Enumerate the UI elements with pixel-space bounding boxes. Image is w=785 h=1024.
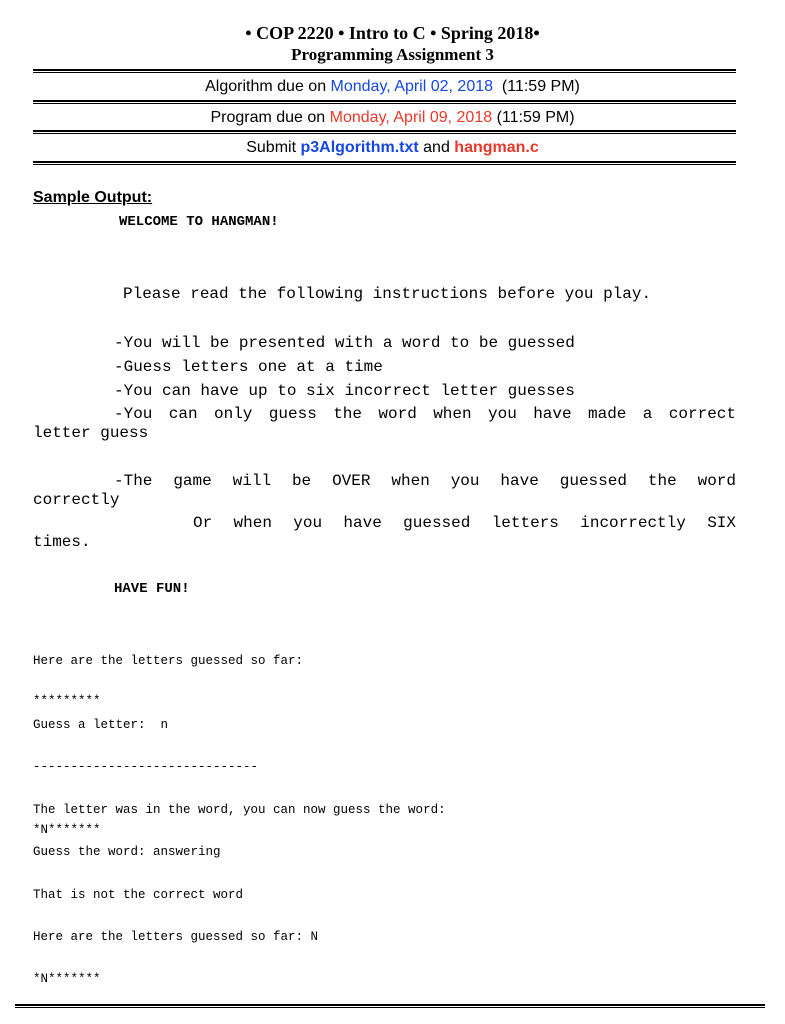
- console-line: *N*******: [33, 823, 101, 837]
- console-line: The letter was in the word, you can now guess the word:: [33, 803, 446, 817]
- submit-prefix: Submit: [246, 139, 301, 156]
- instruction-rule-5: [33, 472, 736, 491]
- program-due-date: Monday, April 09, 2018: [329, 109, 493, 126]
- algorithm-due-time: (11:59 PM): [493, 78, 580, 95]
- submit-file-program: hangman.c: [454, 139, 539, 156]
- console-line: Guess the word: answering: [33, 845, 221, 859]
- assignment-title: [0, 45, 785, 65]
- program-due-prefix: Program due on: [210, 109, 330, 126]
- submit-mid: and: [418, 139, 455, 156]
- instruction-rule-1: -You will be presented with a word to be guessed: [114, 334, 575, 352]
- console-line: *N*******: [33, 972, 101, 986]
- instruction-rule-4: [33, 405, 736, 424]
- sample-output-heading: Sample Output:: [33, 189, 153, 206]
- console-line: Guess a letter: n: [33, 718, 169, 732]
- instruction-rule-2: -Guess letters one at a time: [114, 358, 383, 376]
- submit-line: [0, 139, 785, 157]
- assignment-prefix: Programming Assignment: [291, 45, 486, 64]
- divider: [33, 69, 736, 73]
- instruction-rule-5-line4: times.: [33, 533, 91, 551]
- instruction-rule-5-line3: Or when you have guessed letters incorrectly SIX: [193, 514, 736, 532]
- program-due-time: (11:59 PM): [492, 109, 575, 126]
- have-fun-text: HAVE FUN!: [114, 581, 190, 597]
- instruction-rule-3: -You can have up to six incorrect letter guesses: [114, 382, 575, 400]
- instructions-intro: Please read the following instructions before you play.: [123, 285, 652, 303]
- algorithm-due-prefix: Algorithm due on: [205, 78, 331, 95]
- console-line: That is not the correct word: [33, 888, 244, 902]
- program-due-line: [0, 109, 785, 127]
- instruction-rule-5-cont: [33, 514, 736, 533]
- instruction-rule-4-line2: letter guess: [33, 424, 149, 442]
- course-title: • COP 2220 • Intro to C • Spring 2018•: [245, 23, 540, 43]
- algorithm-due-date: Monday, April 02, 2018: [330, 78, 494, 95]
- instruction-rule-4-line1: -You can only guess the word when you have made a correct: [114, 405, 736, 423]
- instruction-rule-5-line2: correctly: [33, 491, 120, 509]
- assignment-number: 3: [485, 45, 494, 64]
- divider: [33, 161, 736, 165]
- bottom-divider: [15, 1004, 765, 1008]
- console-separator: ------------------------------: [33, 760, 259, 774]
- submit-file-algorithm: p3Algorithm.txt: [300, 139, 419, 156]
- welcome-text: WELCOME TO HANGMAN!: [119, 214, 279, 230]
- console-line: Here are the letters guessed so far: N: [33, 930, 319, 944]
- console-line: Here are the letters guessed so far:: [33, 654, 304, 668]
- console-line: *********: [33, 694, 101, 708]
- divider: [33, 100, 736, 104]
- divider: [33, 130, 736, 134]
- algorithm-due-line: [0, 78, 785, 96]
- instruction-rule-5-line1: -The game will be OVER when you have guessed the word: [114, 472, 736, 490]
